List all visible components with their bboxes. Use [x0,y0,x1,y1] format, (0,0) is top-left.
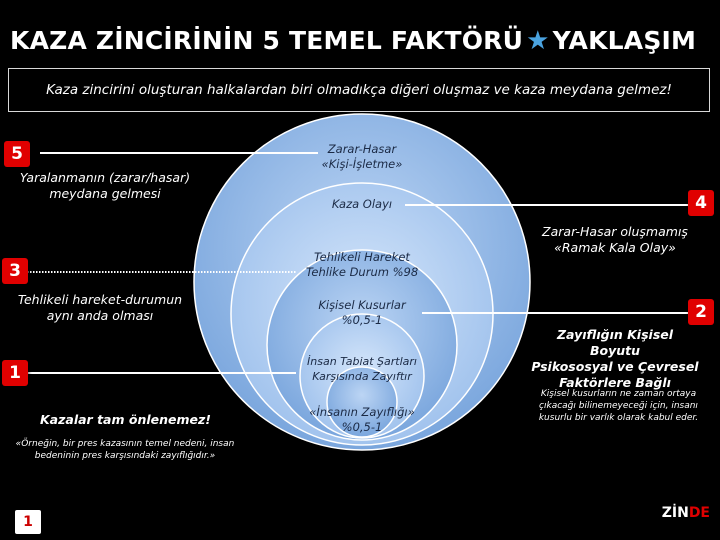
star-logo-icon: ★ [526,26,550,56]
factor-2-note-line1: Kişisel kusurların ne zaman ortaya [540,389,697,399]
factor-5-line2: meydana gelmesi [49,186,161,201]
factor-1-note [0,438,250,462]
factor-4-line2: «Ramak Kala Olay» [554,240,676,255]
factor-3-label [0,292,200,324]
circle-damage-line2: «Kişi-İşletme» [321,157,403,171]
logo-part1: ZİN [661,505,689,521]
factor-4-line1: Zarar-Hasar oluşmamış [542,224,688,239]
factor-2-line1: Zayıflığın Kişisel Boyutu [556,327,674,358]
factor-2-note-line3: kusurlu bir varlık olarak kabul eder. [538,413,699,423]
logo-part2: DE [688,505,710,521]
circle-nature-label [292,354,432,384]
factor-4-label [530,224,700,256]
factor-1-label [40,412,220,428]
circle-fault-line1: Kişisel Kusurlar [318,298,406,312]
zinde-logo [662,505,710,521]
circle-hazard-line1: Tehlikeli Hareket [314,250,410,264]
page-number: 1 [15,510,41,534]
banner-text: Kaza zincirini oluşturan halkalardan biri olmadıkça diğeri oluşmaz ve kaza meydana gelmez! [46,82,672,98]
circle-hazard-label [292,250,432,280]
circle-weakness-label [297,405,427,435]
circle-accident-label [302,197,422,212]
factor-1-line1: Kazalar tam önlenemez! [40,412,211,427]
title-text: KAZA ZİNCİRİNİN 5 TEMEL FAKTÖRÜ [10,26,524,55]
title-suffix: YAKLAŞIM [552,26,697,55]
circle-weakness-line2: %0,5-1 [341,420,383,434]
circle-nature-line1: İnsan Tabiat Şartları [307,355,417,368]
factor-5-line1: Yaralanmanın (zarar/hasar) [19,170,191,185]
factor-2-badge: 2 [688,299,714,325]
factor-5-label [0,170,210,202]
circle-damage-line1: Zarar-Hasar [327,142,397,156]
factor-5-badge: 5 [4,141,30,167]
factor-3-line2: aynı anda olması [46,308,154,323]
factor-2-line2: Psikososyal ve Çevresel [531,359,699,374]
circle-fault-label [302,298,422,328]
factor-2-line3: Faktörlere Bağlı [559,375,671,390]
circle-damage-label [302,142,422,172]
circle-hazard-line2: Tehlike Durum %98 [305,265,419,279]
factor-3-line1: Tehlikeli hareket-durumun [17,292,183,307]
factor-2-note [526,388,711,424]
circle-fault-line2: %0,5-1 [341,313,383,327]
circle-accident-text: Kaza Olayı [331,197,393,211]
circle-nature-line2: Karşısında Zayıftır [312,370,412,383]
circle-weakness-line1: «İnsanın Zayıflığı» [309,405,415,419]
factor-1-note-line2: bedeninin pres karşısındaki zayıflığıdır.» [34,451,216,461]
factor-1-badge: 1 [2,360,28,386]
factor-2-label [530,327,700,391]
factor-3-badge: 3 [2,258,28,284]
factor-2-note-line2: çıkacağı bilinemeyeceği için, insanı [539,401,698,411]
factor-1-note-line1: «Örneğin, bir pres kazasının temel nedeni, insan [15,439,235,449]
factor-4-badge: 4 [688,190,714,216]
